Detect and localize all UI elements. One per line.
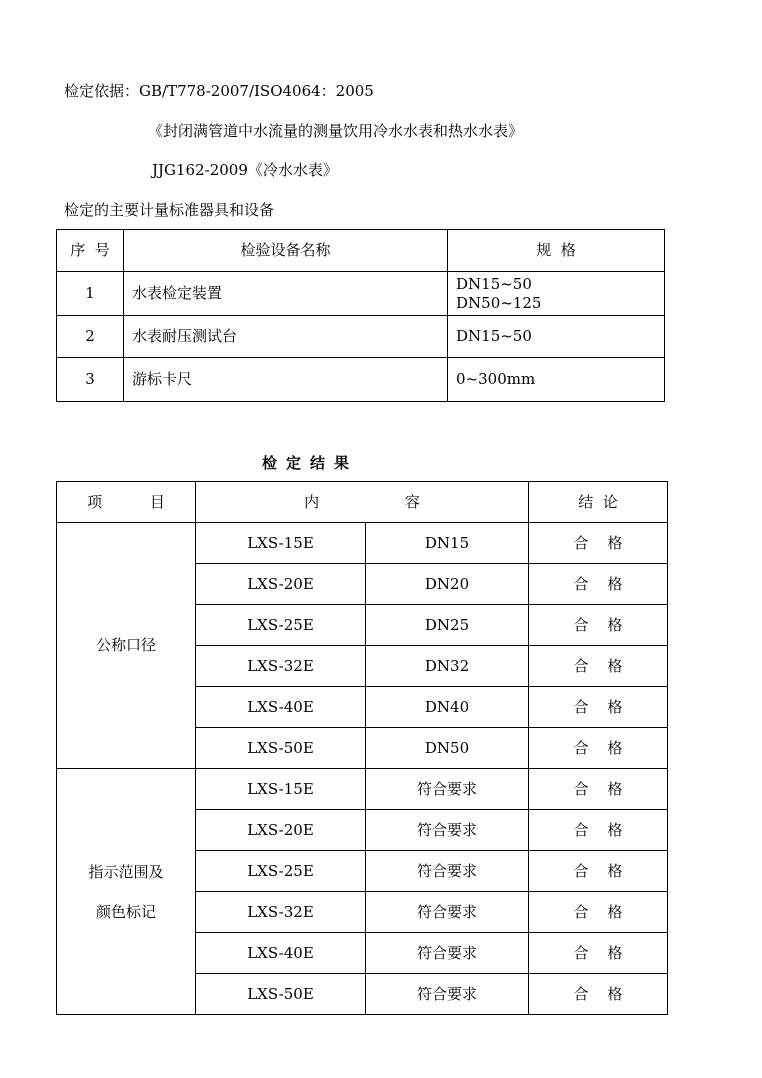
result-cell: 合 格 (529, 810, 668, 851)
value-cell: DN15 (366, 523, 529, 564)
spec-line: DN15~50 (456, 274, 532, 293)
result-cell: 合 格 (529, 892, 668, 933)
result-cell: 合 格 (529, 974, 668, 1015)
value-cell: 符合要求 (366, 851, 529, 892)
model-cell: LXS-40E (196, 933, 366, 974)
basis-line-1 (64, 81, 374, 101)
spec-line: DN50~125 (456, 293, 542, 312)
equipment-table (56, 229, 665, 402)
row-name: 游标卡尺 (124, 358, 448, 402)
row-spec: 0~300mm (448, 358, 665, 402)
results-title: 检定结果 (262, 454, 359, 472)
row-no: 1 (57, 272, 124, 316)
header-content: 内 容 (196, 482, 529, 523)
value-cell: DN40 (366, 687, 529, 728)
basis-standard-1: GB/T778-2007/ISO4064：2005 (139, 82, 374, 100)
group-label-line: 颜色标记 (95, 902, 156, 921)
value-cell: 符合要求 (366, 974, 529, 1015)
group-label-line: 指示范围及 (88, 862, 164, 881)
result-cell: 合 格 (529, 523, 668, 564)
equipment-row (57, 272, 665, 316)
result-cell: 合 格 (529, 933, 668, 974)
result-cell: 合 格 (529, 605, 668, 646)
value-cell: DN32 (366, 646, 529, 687)
model-cell: LXS-40E (196, 687, 366, 728)
header-name: 检验设备名称 (124, 230, 448, 272)
model-cell: LXS-15E (196, 523, 366, 564)
row-spec: DN15~50 (448, 316, 665, 358)
equipment-heading: 检定的主要计量标准器具和设备 (64, 201, 275, 219)
header-item: 项 目 (57, 482, 196, 523)
equipment-header-row (57, 230, 665, 272)
model-cell: LXS-32E (196, 646, 366, 687)
value-cell: 符合要求 (366, 933, 529, 974)
row-name: 水表检定装置 (124, 272, 448, 316)
result-row (57, 769, 668, 810)
value-cell: 符合要求 (366, 810, 529, 851)
result-cell: 合 格 (529, 728, 668, 769)
header-no: 序 号 (57, 230, 124, 272)
basis-label: 检定依据： (64, 82, 140, 100)
results-table (56, 481, 668, 1015)
result-row (57, 523, 668, 564)
row-no: 3 (57, 358, 124, 402)
model-cell: LXS-50E (196, 728, 366, 769)
row-no: 2 (57, 316, 124, 358)
header-conclusion: 结 论 (529, 482, 668, 523)
value-cell: DN50 (366, 728, 529, 769)
result-cell: 合 格 (529, 769, 668, 810)
model-cell: LXS-25E (196, 605, 366, 646)
result-cell: 合 格 (529, 851, 668, 892)
row-spec (448, 272, 665, 316)
model-cell: LXS-20E (196, 810, 366, 851)
result-cell: 合 格 (529, 646, 668, 687)
header-spec: 规 格 (448, 230, 665, 272)
basis-standard-3: JJG162-2009《冷水水表》 (152, 161, 338, 179)
result-cell: 合 格 (529, 564, 668, 605)
model-cell: LXS-15E (196, 769, 366, 810)
value-cell: DN25 (366, 605, 529, 646)
model-cell: LXS-25E (196, 851, 366, 892)
group-label-nominal-diameter: 公称口径 (57, 523, 196, 769)
result-cell: 合 格 (529, 687, 668, 728)
group-label-indication-range (57, 769, 196, 1015)
value-cell: DN20 (366, 564, 529, 605)
model-cell: LXS-32E (196, 892, 366, 933)
equipment-row (57, 316, 665, 358)
row-name: 水表耐压测试台 (124, 316, 448, 358)
value-cell: 符合要求 (366, 892, 529, 933)
value-cell: 符合要求 (366, 769, 529, 810)
basis-standard-2: 《封闭满管道中水流量的测量饮用冷水水表和热水水表》 (148, 122, 524, 140)
results-header-row (57, 482, 668, 523)
equipment-row (57, 358, 665, 402)
model-cell: LXS-50E (196, 974, 366, 1015)
model-cell: LXS-20E (196, 564, 366, 605)
